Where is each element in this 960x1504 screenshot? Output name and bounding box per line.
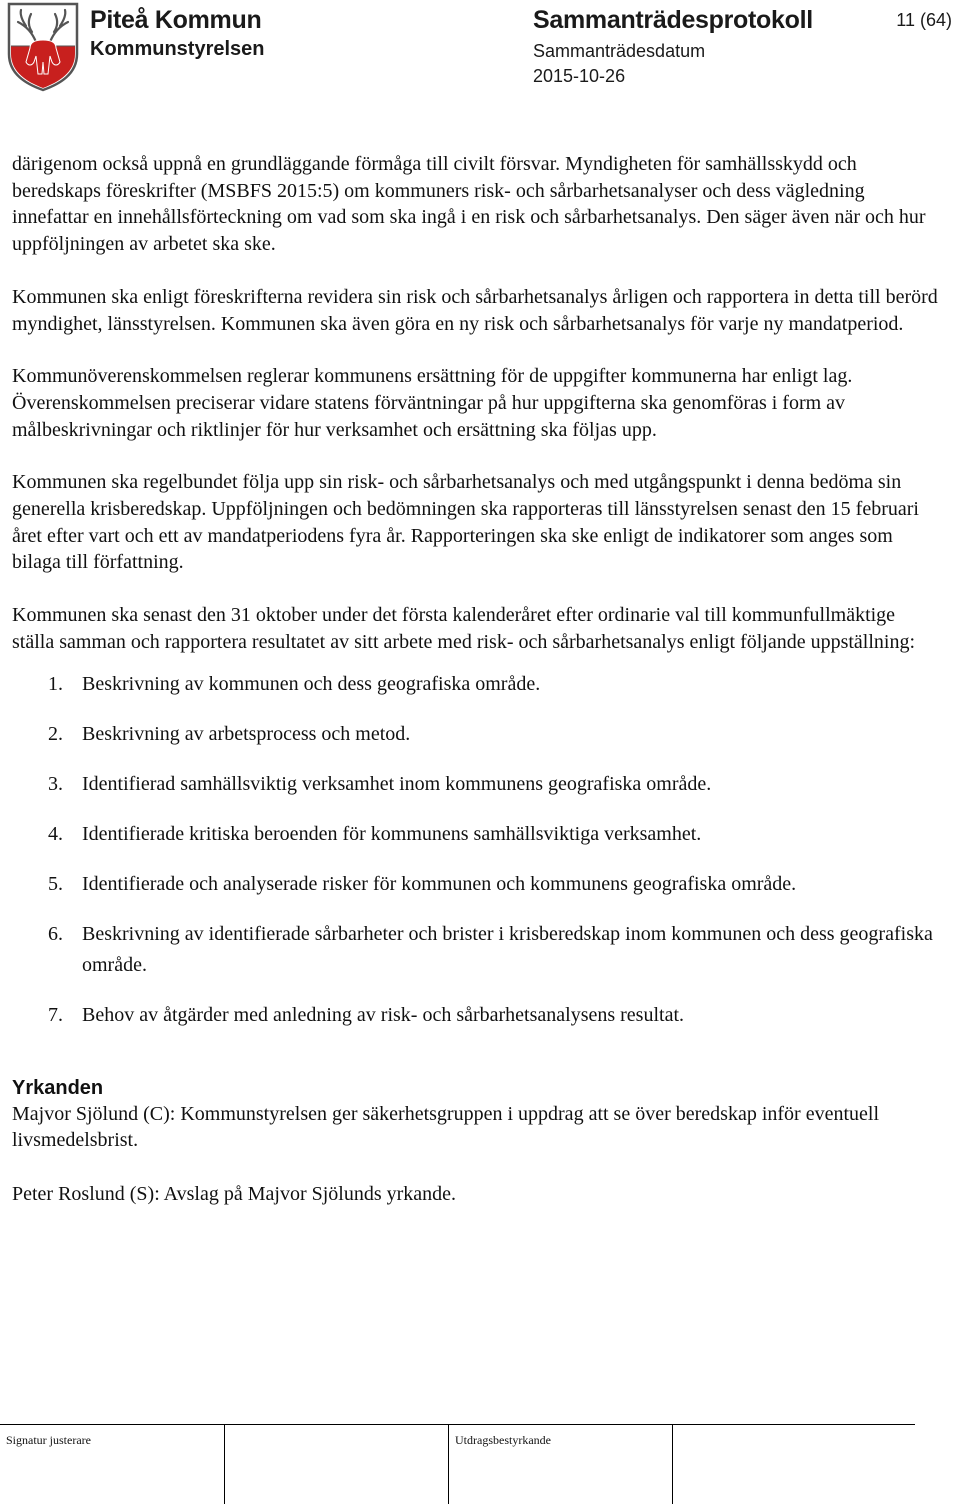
list-item: [12, 1000, 942, 1031]
report-structure-list: [12, 669, 942, 1031]
list-number: 6.: [48, 922, 63, 945]
paragraph: Kommunöverenskommelsen reglerar kommunens ersättning för de uppgifter kommunerna har enligt lag. Överenskommelsen preciserar vidare statens förväntningar på hur uppgifterna ska genomföras i form av målbeskrivningar och riktlinjer för hur verksamhet och ersättning ska följas upp.: [12, 365, 853, 441]
date-label: Sammanträdesdatum: [533, 41, 706, 61]
paragraph: Kommunen ska regelbundet följa upp sin risk- och sårbarhetsanalys och med utgångspunkt i denna bedöma sin generella krisberedskap. Uppföljningen och bedömningen ska rapporteras till länsstyrelsen senast den 15 februari året efter vart och ett av mandatperiodens fyra år. Rapporteringen ska ske enligt de indikatorer som anges som bilaga till författning.: [12, 471, 919, 574]
list-item: [12, 669, 942, 700]
page-number: 11 (64): [896, 10, 952, 30]
date-value: 2015-10-26: [533, 66, 626, 86]
list-text: Identifierad samhällsviktig verksamhet inom kommunens geografiska område.: [82, 772, 712, 795]
org-unit: Kommunstyrelsen: [90, 38, 265, 60]
yrkanden-heading: Yrkanden: [12, 1076, 104, 1099]
list-number: 4.: [48, 822, 63, 845]
list-text: Beskrivning av kommunen och dess geografiska område.: [82, 672, 541, 695]
signature-label: Signatur justerare: [6, 1433, 91, 1447]
signature-cell: [224, 1425, 449, 1504]
list-number: 5.: [48, 872, 63, 895]
list-item: [12, 869, 942, 900]
list-number: 3.: [48, 772, 63, 795]
list-number: 2.: [48, 722, 63, 745]
organization-block: [90, 4, 265, 62]
list-item: [12, 819, 942, 850]
extract-label: Utdragsbestyrkande: [455, 1433, 551, 1447]
yrkande-paragraph: Peter Roslund (S): Avslag på Majvor Sjölunds yrkande.: [12, 1182, 457, 1205]
list-text: Beskrivning av arbetsprocess och metod.: [82, 722, 411, 745]
signature-table: [0, 1424, 915, 1504]
signature-cell: [0, 1425, 224, 1504]
paragraph: därigenom också uppnå en grundläggande förmåga till civilt försvar. Myndigheten för samhällsskydd och beredskaps föreskrifter (MSBFS 2015:5) om kommuners risk- och sårbarhetsanalyser och dess vägledning innefattar en innehållsförteckning om vad som ska ingå i en risk och sårbarhetsanalys. Den säger även när och hur uppföljningen av arbetet ska ske.: [12, 153, 926, 256]
list-text: Identifierade och analyserade risker för kommunen och kommunens geografiska område.: [82, 872, 797, 895]
document-info: [533, 4, 813, 88]
document-body: [12, 151, 942, 1234]
list-text: Identifierade kritiska beroenden för kommunens samhällsviktiga verksamhet.: [82, 822, 702, 845]
list-text: Behov av åtgärder med anledning av risk- och sårbarhetsanalysens resultat.: [82, 1003, 685, 1026]
extract-cell: [448, 1425, 673, 1504]
paragraph: Kommunen ska senast den 31 oktober under det första kalenderåret efter ordinarie val till kommunfullmäktige ställa samman och rapportera resultatet av sitt arbete med risk- och sårbarhetsanalys enligt följande uppställning:: [12, 604, 916, 653]
coat-of-arms-logo: [6, 2, 80, 92]
doc-title: Sammanträdesprotokoll: [533, 6, 813, 34]
yrkande-paragraph: Majvor Sjölund (C): Kommunstyrelsen ger säkerhetsgruppen i uppdrag att se över beredskap inför eventuell livsmedelsbrist.: [12, 1102, 880, 1152]
list-item: [12, 769, 942, 800]
extract-cell: [672, 1425, 916, 1504]
list-text: Beskrivning av identifierade sårbarheter och brister i krisberedskap inom kommunen och dess geografiska område.: [82, 922, 933, 976]
list-number: 1.: [48, 672, 63, 695]
list-item: [12, 919, 942, 981]
org-name: Piteå Kommun: [90, 6, 262, 34]
list-item: [12, 719, 942, 750]
list-number: 7.: [48, 1003, 63, 1026]
paragraph: Kommunen ska enligt föreskrifterna revidera sin risk och sårbarhetsanalys årligen och rapportera in detta till berörd myndighet, länsstyrelsen. Kommunen ska även göra en ny risk och sårbarhetsanalys för varje ny mandatperiod.: [12, 285, 938, 335]
